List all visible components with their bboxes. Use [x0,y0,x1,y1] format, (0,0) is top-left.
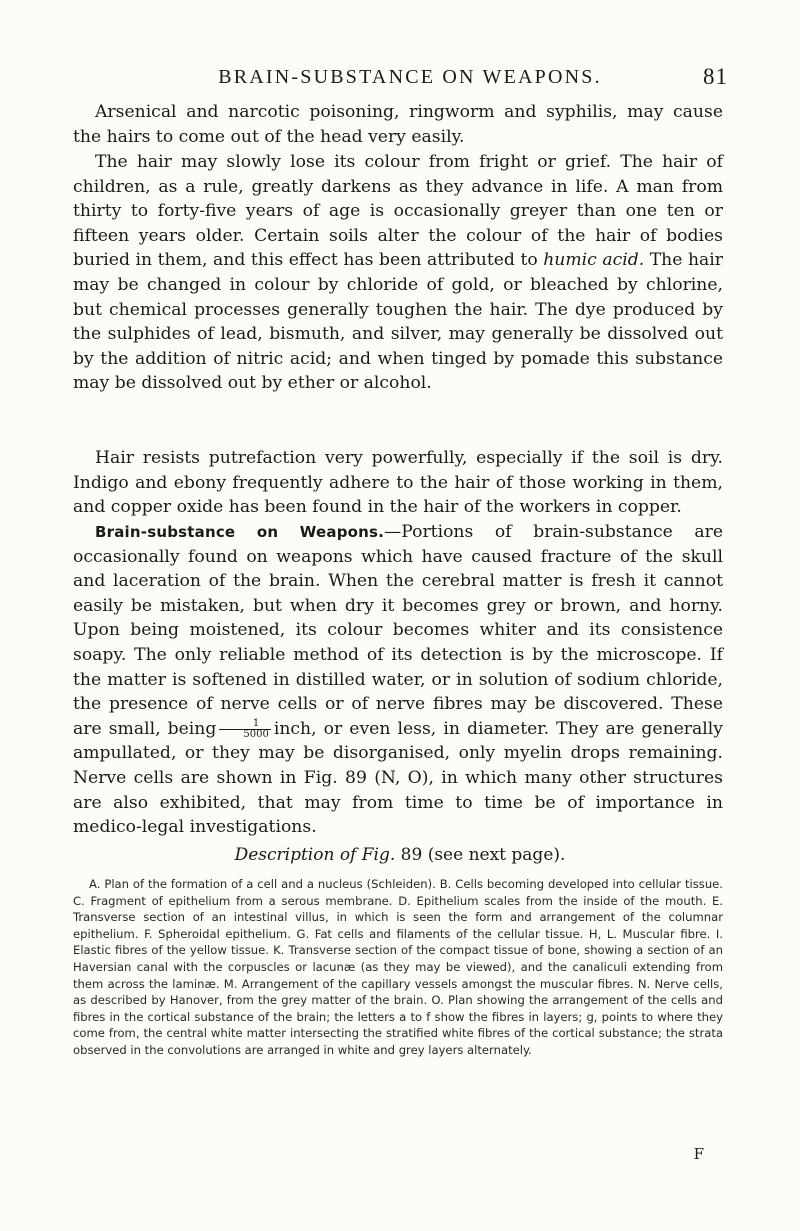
caption-heading-italic: Description of Fig. [234,845,396,865]
paragraph-brain-substance-part2: inch, or even less, in diameter. They are generally ampullated, or they may be disorganised, only myelin drops remaining. Nerve cells are shown in Fig. 89 (N, O), in which many other structures are also exhibited, that may from time to time be of importance in medico-legal investigations. [73,718,723,838]
running-head [72,66,728,90]
paragraph-putrefaction: Hair resists putrefaction very powerfully, especially if the soil is dry. Indigo and ebony frequently adhere to the hair of those working in them, and copper oxide has been found in the hair of the workers in copper. [73,448,723,518]
figure-caption-heading [0,845,800,865]
signature-mark: F [693,1145,704,1163]
fraction [219,719,270,740]
paragraph-brain-substance-part1: —Portions of brain-substance are occasionally found on weapons which have caused fracture of the skull and laceration of the brain. When the cerebral matter is fresh it cannot easily be mistaken, but when dry it becomes grey or brown, and horny. Upon being moistened, its colour becomes whiter and its consistence soapy. The only reliable method of its detection is by the microscope. If the matter is softened in distilled water, or in solution of sodium chloride, the presence of nerve cells or of nerve fibres may be discovered. These are small, being [73,522,723,739]
paragraph-hair-colour [73,150,723,396]
figure-caption-text: A. Plan of the formation of a cell and a nucleus (Schleiden). B. Cells becoming developed into cellular tissue. C. Fragment of epithelium from a serous membrane. D. Epithelium scales from the inside of the mouth. E. Transverse section of an intestinal villus, in which is seen the form and arrangement of the columnar epithelium. F. Spheroidal epithelium. G. Fat cells and filaments of the cellular tissue. H, L. Muscular fibre. I. Elastic fibres of the yellow tissue. K. Transverse section of the compact tissue of bone, showing a section of an Haversian canal with the corpuscles or lacunæ (as they may be viewed), and the canaliculi extending from them across the laminæ. M. Arrangement of the capillary vessels amongst the muscular fibres. N. Nerve cells, as described by Hanover, from the grey matter of the brain. O. Plan showing the arrangement of the cells and fibres in the cortical substance of the brain; the letters a to f show the fibres in layers; g, points to where they come from, the central white matter intersecting the stratified white fibres of the cortical substance; the strata observed in the convolutions are arranged in white and grey layers alternately. [73,877,723,1057]
caption-heading-rest: 89 (see next page). [395,845,566,865]
section-heading-brain-substance: Brain-substance on Weapons. [95,523,385,541]
fraction-numerator: 1 [219,719,270,730]
humic-acid-term: humic acid. [543,250,645,271]
paragraph-hair-colour-part1: The hair may slowly lose its colour from fright or grief. The hair of children, as a rule, greatly darkens as they advance in life. A man from thirty to forty-five years of age is occasionally greyer than one ten or fifteen years older. Certain soils alter the colour of the hair of bodies buried in them, and this effect has been attributed to [73,152,723,271]
running-title: BRAIN-SUBSTANCE ON WEAPONS. [218,66,602,88]
paragraph-brain-substance [73,520,723,840]
paragraph-hair-colour-part2: The hair may be changed in colour by chloride of gold, or bleached by chlorine, but chemical processes generally toughen the hair. The dye produced by the sulphides of lead, bismuth, and silver, may generally be dissolved out by the addition of nitric acid; and when tinged by pomade this substance may be dissolved out by ether or alcohol. [73,250,723,394]
fraction-denominator: 5000 [243,728,269,740]
paragraph-hair-loss: Arsenical and narcotic poisoning, ringworm and syphilis, may cause the hairs to come out of the head very easily. [73,102,723,147]
page-number: 81 [703,64,728,89]
